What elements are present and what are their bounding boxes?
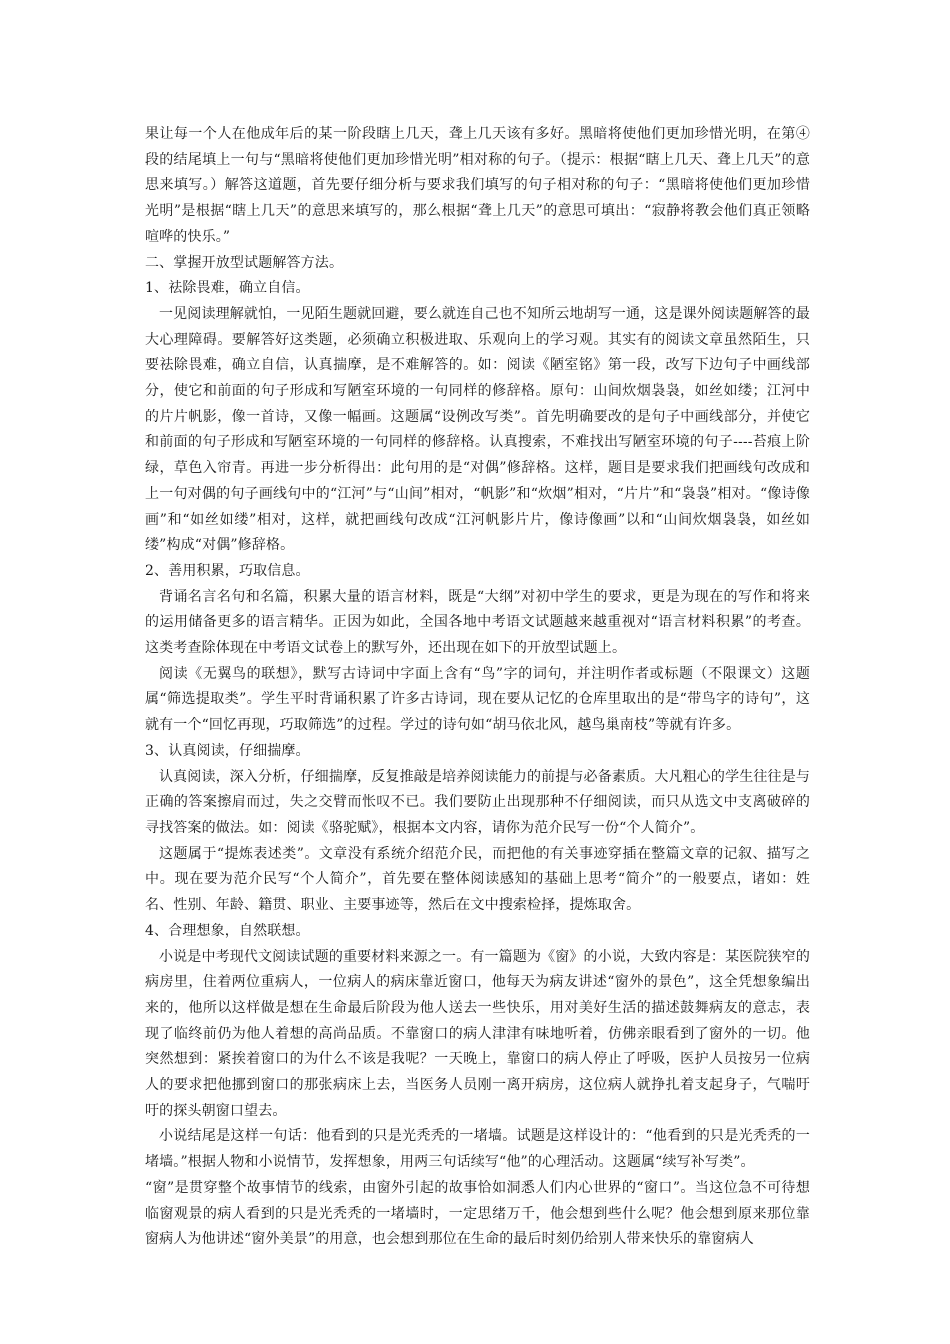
subsection-heading: 3、认真阅读，仔细揣摩。 (145, 742, 310, 759)
paragraph-body: 果让每一个人在他成年后的某一阶段瞎上几天，聋上几天该有多好。黑暗将使他们更加珍惜光明，在第④段的结尾填上一句与“黑暗将使他们更加珍惜光明”相对称的句子。（提示：根据“瞎上几天、聋上几天”的意思来填写。）解答这道题，首先要仔细分析与要求我们填写的句子相对称的句子：“黑暗将使他们更加珍惜光明”是根据“瞎上几天”的意思来填写的，那么根据“聋上几天”的意思可填出：“寂静将教会他们真正领略喧哗的快乐。” (145, 126, 810, 245)
paragraph-body: 一见阅读理解就怕，一见陌生题就回避，要么就连自己也不知所云地胡写一通，这是课外阅读题解答的最大心理障碍。要解答好这类题，必须确立积极进取、乐观向上的学习观。其实有的阅读文章虽然陌生，只要祛除畏难，确立自信，认真揣摩，是不难解答的。如：阅读《陋室铭》第一段，改写下边句子中画线部分，使它和前面的句子形成和写陋室环境的一句同样的修辞格。原句：山间炊烟袅袅，如丝如缕；江河中的片片帆影，像一首诗，又像一幅画。这题属“设例改写类”。首先明确要改的是句子中画线部分，并使它和前面的句子形成和写陋室环境的一句同样的修辞格。认真搜索，不难找出写陋室环境的句子----苔痕上阶绿，草色入帘青。再进一步分析得出：此句用的是“对偶”修辞格。这样，题目是要求我们把画线句改成和上一句对偶的句子画线句中的“江河”与“山间”相对，“帆影”和“炊烟”相对，“片片”和“袅袅”相对。“像诗像画”和“如丝如缕”相对，这样，就把画线句改成“江河帆影片片，像诗像画”以和“山间炊烟袅袅，如丝如缕”构成“对偶”修辞格。 (145, 305, 810, 554)
paragraph-body: 这题属于“提炼表述类”。文章没有系统介绍范介民，而把他的有关事迹穿插在整篇文章的记叙、描写之中。现在要为范介民写“个人简介”，首先要在整体阅读感知的基础上思考“简介”的一般要点，诸如：姓名、性别、年龄、籍贯、职业、主要事迹等，然后在文中搜索检择，提炼取舍。 (145, 845, 810, 914)
paragraph-body: 认真阅读，深入分析，仔细揣摩，反复推敲是培养阅读能力的前提与必备素质。大凡粗心的学生往往是与正确的答案擦肩而过，失之交臂而怅叹不已。我们要防止出现那种不仔细阅读，而只从选文中支离破碎的寻找答案的做法。如：阅读《骆驼赋》，根据本文内容，请你为范介民写一份“个人简介”。 (145, 768, 810, 836)
paragraph-body: 小说是中考现代文阅读试题的重要材料来源之一。有一篇题为《窗》的小说，大致内容是：某医院狭窄的病房里，住着两位重病人，一位病人的病床靠近窗口，他每天为病友讲述“窗外的景色”，这全凭想象编出来的，他所以这样做是想在生命最后阶段为他人送去一些快乐，用对美好生活的描述鼓舞病友的意志，表现了临终前仍为他人着想的高尚品质。不靠窗口的病人津津有味地听着，仿佛亲眼看到了窗外的一切。他突然想到：紧挨着窗口的为什么不该是我呢？一天晚上，靠窗口的病人停止了呼吸，医护人员按另一位病人的要求把他挪到窗口的那张病床上去，当医务人员刚一离开病房，这位病人就挣扎着支起身子，气喘吁吁的探头朝窗口望去。 (145, 948, 810, 1119)
subsection-heading: 2、善用积累，巧取信息。 (145, 562, 310, 579)
subsection-heading: 1、祛除畏难，确立自信。 (145, 280, 310, 297)
subsection-heading: 4、合理想象，自然联想。 (145, 922, 310, 939)
paragraph-body: “窗”是贯穿整个故事情节的线索，由窗外引起的故事恰如洞悉人们内心世界的“窗口”。当这位急不可待想临窗观景的病人看到的只是光秃秃的一堵墙时，一定思绪万千，他会想到些什么呢？他会想到原来那位靠窗病人为他讲述“窗外美景”的用意，也会想到那位在生命的最后时刻仍给别人带来快乐的靠窗病人 (145, 1179, 810, 1248)
paragraph-body: 阅读《无翼鸟的联想》，默写古诗词中字面上含有“鸟”字的词句，并注明作者或标题（不限课文）这题属“筛选提取类”。学生平时背诵积累了许多古诗词，现在要从记忆的仓库里取出的是“带鸟字的诗句”，这就有一个“回忆再现，巧取筛选”的过程。学过的诗句如“胡马依北风，越鸟巢南枝”等就有许多。 (145, 665, 810, 734)
section-heading: 二、掌握开放型试题解答方法。 (145, 254, 344, 271)
paragraph-body: 背诵名言名句和名篇，积累大量的语言材料，既是“大纲”对初中学生的要求，更是为现在的写作和将来的运用储备更多的语言精华。正因为如此，全国各地中考语文试题越来越重视对“语言材料积累”的考查。这类考查除体现在中考语文试卷上的默写外，还出现在如下的开放型试题上。 (145, 588, 810, 657)
document-page (145, 122, 810, 1253)
paragraph-body: 小说结尾是这样一句话：他看到的只是光秃秃的一堵墙。试题是这样设计的：“他看到的只是光秃秃的一堵墙。”根据人物和小说情节，发挥想象，用两三句话续写“他”的心理活动。这题属“续写补写类”。 (145, 1128, 810, 1171)
